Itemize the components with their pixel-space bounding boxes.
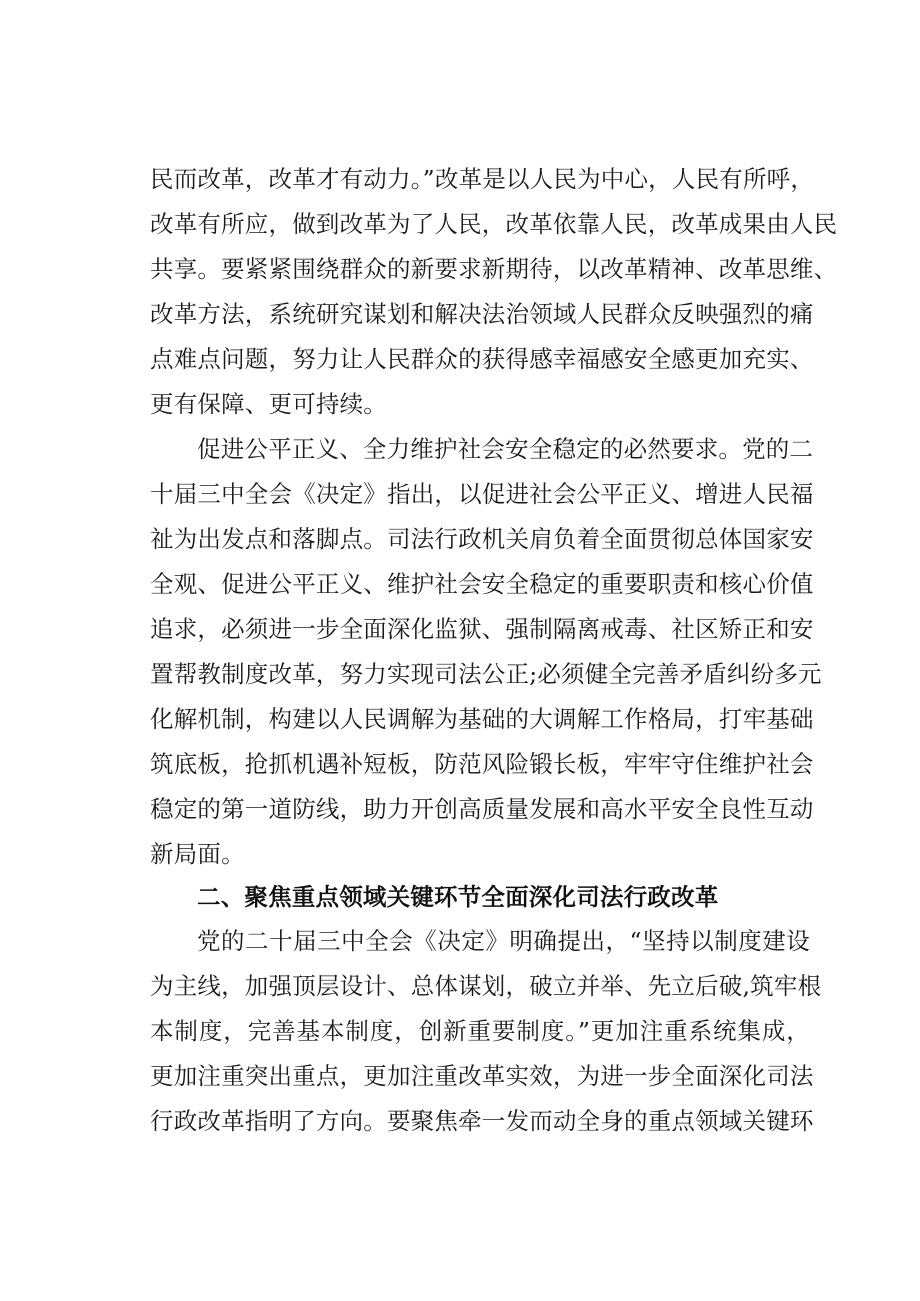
paragraph-line: 稳定的第一道防线，助力开创高质量发展和高水平安全良性互动 [150, 795, 814, 823]
paragraph-line: 点难点问题，努力让人民群众的获得感幸福感安全感更加充实、 [150, 345, 814, 373]
paragraph-line: 化解机制，构建以人民调解为基础的大调解工作格局，打牢基础 [150, 705, 814, 733]
paragraph-line: 祉为出发点和落脚点。司法行政机关肩负着全面贯彻总体国家安 [150, 525, 814, 553]
paragraph-line: 本制度，完善基本制度，创新重要制度。”更加注重系统集成， [150, 1017, 810, 1045]
paragraph-line: 改革有所应，做到改革为了人民，改革依靠人民，改革成果由人民 [150, 210, 838, 238]
paragraph-line: 为主线，加强顶层设计、总体谋划，破立并举、先立后破,筑牢根 [150, 972, 822, 1000]
paragraph-line: 行政改革指明了方向。要聚焦牵一发而动全身的重点领域关键环 [150, 1107, 814, 1135]
paragraph-line: 改革方法，系统研究谋划和解决法治领域人民群众反映强烈的痛 [150, 300, 814, 328]
paragraph-line: 民而改革，改革才有动力。”改革是以人民为中心，人民有所呼， [150, 165, 815, 193]
paragraph-line: 新局面。 [150, 840, 245, 868]
paragraph-line: 置帮教制度改革，努力实现司法公正;必须健全完善矛盾纠纷多元 [150, 660, 822, 688]
paragraph-line: 共享。要紧紧围绕群众的新要求新期待，以改革精神、改革思维、 [150, 255, 838, 283]
section-heading: 二、聚焦重点领域关键环节全面深化司法行政改革 [197, 883, 719, 911]
paragraph-line: 更有保障、更可持续。 [150, 390, 387, 418]
paragraph-first-line: 党的二十届三中全会《决定》明确提出，“坚持以制度建设 [197, 927, 810, 955]
paragraph-first-line: 促进公平正义、全力维护社会安全稳定的必然要求。党的二 [197, 435, 814, 463]
paragraph-line: 筑底板，抢抓机遇补短板，防范风险锻长板，牢牢守住维护社会 [150, 750, 814, 778]
paragraph-line: 追求，必须进一步全面深化监狱、强制隔离戒毒、社区矫正和安 [150, 615, 814, 643]
paragraph-line: 更加注重突出重点，更加注重改革实效，为进一步全面深化司法 [150, 1062, 814, 1090]
paragraph-line: 十届三中全会《决定》指出，以促进社会公平正义、增进人民福 [150, 480, 814, 508]
paragraph-line: 全观、促进公平正义、维护社会安全稳定的重要职责和核心价值 [150, 570, 814, 598]
